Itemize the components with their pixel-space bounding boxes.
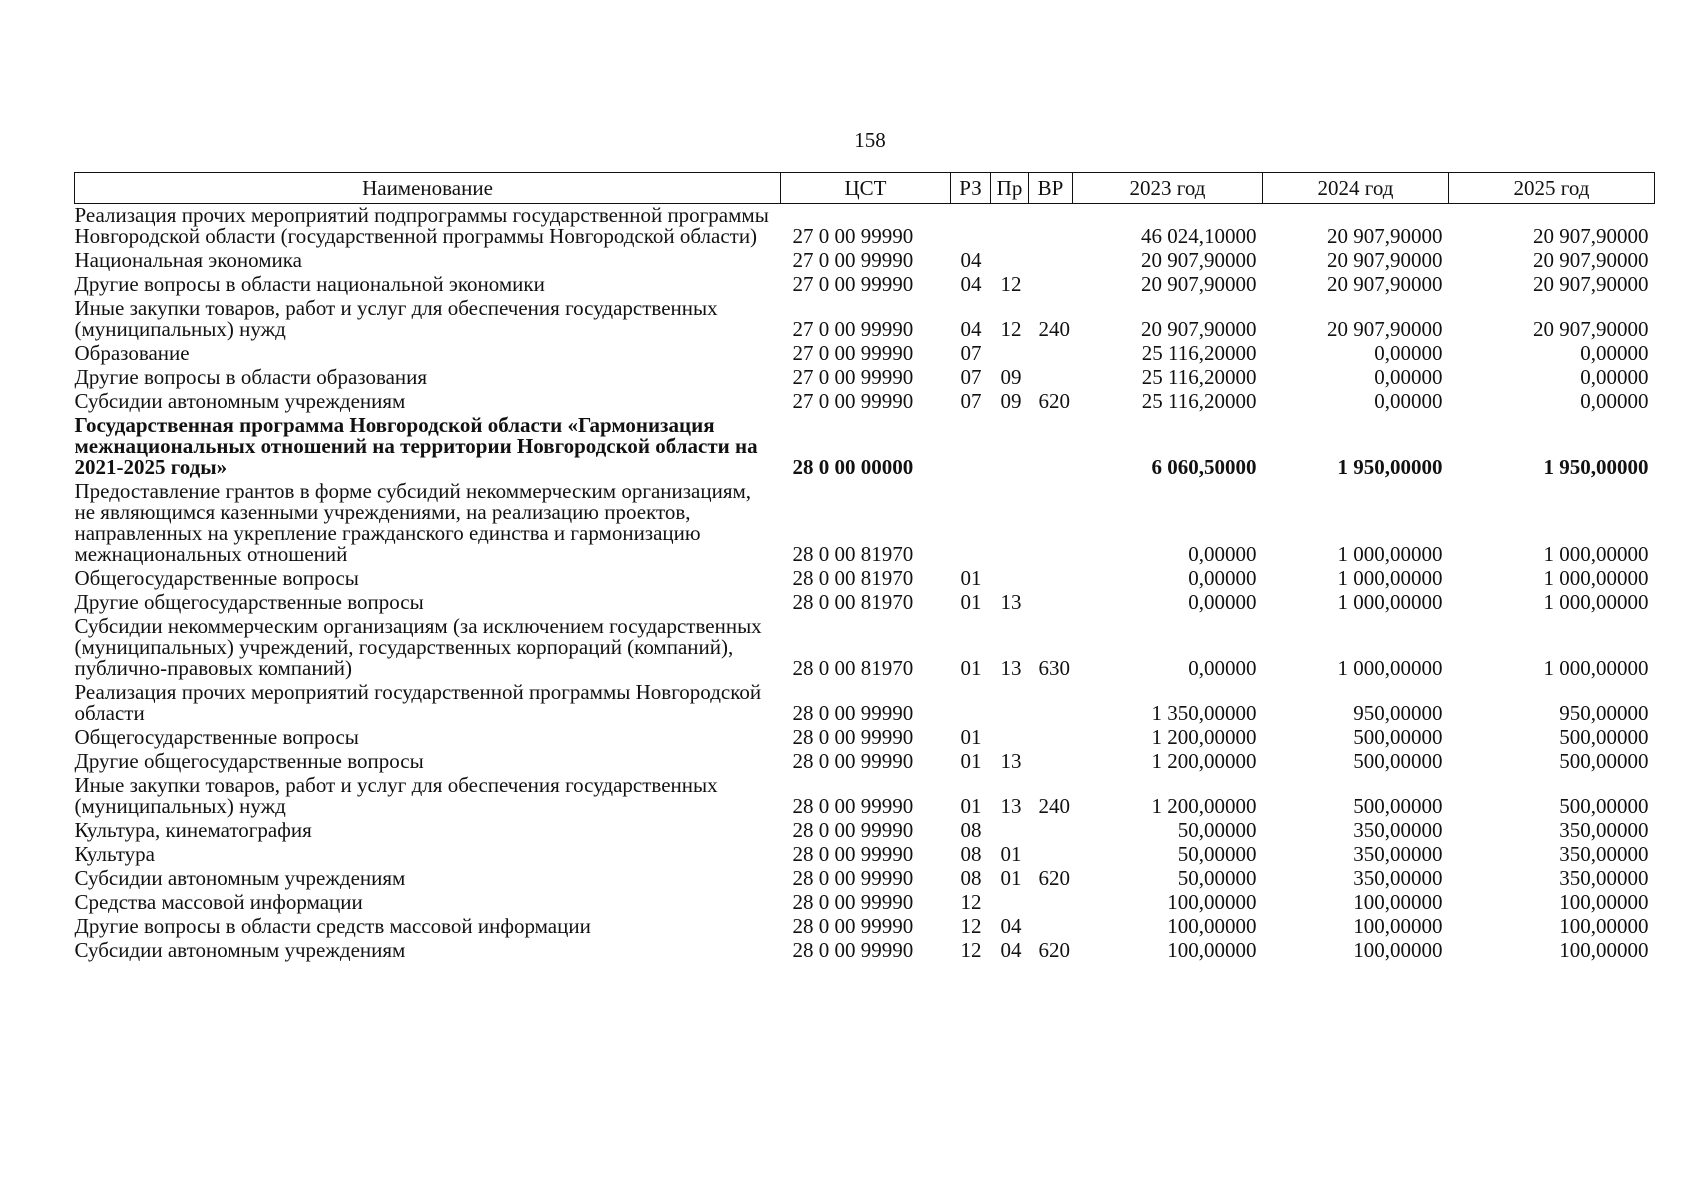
cell-2024: 1 000,00000 bbox=[1337, 656, 1443, 680]
header-2023: 2023 год bbox=[1073, 173, 1263, 204]
cell-cst: 27 0 00 99990 bbox=[792, 389, 914, 413]
cell-vr bbox=[1029, 681, 1073, 726]
table-row bbox=[75, 414, 1655, 480]
cell-rz: 04 bbox=[960, 248, 982, 272]
cell-pr bbox=[991, 414, 1029, 480]
table-body bbox=[75, 204, 1655, 964]
table-row bbox=[75, 297, 1655, 342]
cell-2025: 1 000,00000 bbox=[1543, 542, 1649, 566]
cell-name: Субсидии некоммерческим организациям (за исключением государственных (муниципальных) учреждений, государственных корпораций (компаний), публично-правовых компаний) bbox=[74, 614, 762, 680]
cell-pr: 09 bbox=[1000, 389, 1022, 413]
cell-rz: 08 bbox=[960, 866, 982, 890]
table-row bbox=[75, 273, 1655, 297]
cell-2024: 0,00000 bbox=[1374, 365, 1443, 389]
header-name: Наименование bbox=[75, 173, 781, 204]
cell-cst: 27 0 00 99990 bbox=[792, 248, 914, 272]
cell-pr bbox=[991, 249, 1029, 273]
cell-vr bbox=[1029, 414, 1073, 480]
cell-vr: 620 bbox=[1038, 389, 1070, 413]
cell-rz: 12 bbox=[960, 938, 982, 962]
cell-name: Культура bbox=[74, 842, 155, 866]
cell-2025: 1 000,00000 bbox=[1543, 656, 1649, 680]
cell-pr bbox=[991, 726, 1029, 750]
table-row bbox=[75, 390, 1655, 414]
cell-rz: 01 bbox=[960, 794, 982, 818]
cell-pr: 13 bbox=[1000, 656, 1022, 680]
cell-cst: 28 0 00 99990 bbox=[792, 725, 914, 749]
cell-2025: 20 907,90000 bbox=[1533, 272, 1649, 296]
cell-vr bbox=[1029, 750, 1073, 774]
cell-rz: 01 bbox=[960, 725, 982, 749]
table-row bbox=[75, 750, 1655, 774]
cell-2024: 100,00000 bbox=[1353, 890, 1443, 914]
cell-2023: 50,00000 bbox=[1177, 818, 1257, 842]
cell-vr: 620 bbox=[1038, 938, 1070, 962]
table-row bbox=[75, 867, 1655, 891]
cell-name: Субсидии автономным учреждениям bbox=[74, 866, 406, 890]
cell-pr: 04 bbox=[1000, 914, 1022, 938]
cell-2024: 350,00000 bbox=[1353, 866, 1443, 890]
cell-cst: 28 0 00 81970 bbox=[792, 542, 914, 566]
cell-2024: 1 000,00000 bbox=[1337, 590, 1443, 614]
header-rz: РЗ bbox=[951, 173, 991, 204]
table-header bbox=[75, 173, 1655, 204]
cell-name: Реализация прочих мероприятий государственной программы Новгородской области bbox=[74, 680, 762, 725]
header-2025: 2025 год bbox=[1449, 173, 1655, 204]
cell-cst: 28 0 00 99990 bbox=[792, 938, 914, 962]
cell-2024: 20 907,90000 bbox=[1327, 248, 1443, 272]
cell-name: Реализация прочих мероприятий подпрограммы государственной программы Новгородской области (государственной программы Новгородской области) bbox=[74, 203, 769, 248]
table-row bbox=[75, 591, 1655, 615]
cell-name: Государственная программа Новгородской области «Гармонизация межнациональных отношений на территории Новгородской области на 2021-2025 годы» bbox=[74, 413, 758, 479]
cell-name: Общегосударственные вопросы bbox=[74, 725, 359, 749]
cell-2025: 350,00000 bbox=[1559, 866, 1649, 890]
cell-pr bbox=[991, 891, 1029, 915]
cell-2025: 950,00000 bbox=[1559, 701, 1649, 725]
table-row bbox=[75, 939, 1655, 963]
cell-pr bbox=[991, 342, 1029, 366]
cell-2023: 25 116,20000 bbox=[1141, 341, 1257, 365]
cell-name: Предоставление грантов в форме субсидий некоммерческим организациям, не являющимся казенными учреждениями, на реализацию проектов, направленных на укрепление гражданского единства и гармонизацию межнациональных отношений bbox=[74, 479, 752, 566]
cell-2025: 100,00000 bbox=[1559, 914, 1649, 938]
cell-cst: 28 0 00 81970 bbox=[792, 566, 914, 590]
cell-2024: 20 907,90000 bbox=[1327, 272, 1443, 296]
cell-name: Иные закупки товаров, работ и услуг для обеспечения государственных (муниципальных) нужд bbox=[74, 773, 718, 818]
cell-name: Другие общегосударственные вопросы bbox=[74, 749, 424, 773]
cell-2023: 50,00000 bbox=[1177, 866, 1257, 890]
cell-cst: 28 0 00 81970 bbox=[792, 656, 914, 680]
cell-2023: 25 116,20000 bbox=[1141, 389, 1257, 413]
cell-name: Национальная экономика bbox=[74, 248, 302, 272]
cell-2024: 500,00000 bbox=[1353, 794, 1443, 818]
cell-2025: 500,00000 bbox=[1559, 749, 1649, 773]
cell-name: Общегосударственные вопросы bbox=[74, 566, 359, 590]
cell-rz: 04 bbox=[960, 272, 982, 296]
header-pr: Пр bbox=[991, 173, 1029, 204]
cell-pr bbox=[991, 819, 1029, 843]
cell-2023: 100,00000 bbox=[1167, 890, 1257, 914]
cell-2023: 20 907,90000 bbox=[1141, 248, 1257, 272]
cell-vr: 240 bbox=[1038, 317, 1070, 341]
cell-2024: 350,00000 bbox=[1353, 818, 1443, 842]
cell-2025: 100,00000 bbox=[1559, 890, 1649, 914]
cell-cst: 28 0 00 99990 bbox=[792, 794, 914, 818]
cell-vr: 630 bbox=[1038, 656, 1070, 680]
cell-2024: 950,00000 bbox=[1353, 701, 1443, 725]
cell-2023: 20 907,90000 bbox=[1141, 317, 1257, 341]
cell-rz: 01 bbox=[960, 749, 982, 773]
cell-pr: 04 bbox=[1000, 938, 1022, 962]
cell-2025: 0,00000 bbox=[1580, 341, 1649, 365]
table-row bbox=[75, 726, 1655, 750]
table-row bbox=[75, 891, 1655, 915]
cell-pr: 12 bbox=[1000, 317, 1022, 341]
cell-2023: 6 060,50000 bbox=[1151, 455, 1257, 479]
cell-vr bbox=[1029, 891, 1073, 915]
cell-rz: 12 bbox=[960, 890, 982, 914]
cell-2023: 100,00000 bbox=[1167, 914, 1257, 938]
cell-name: Другие вопросы в области средств массовой информации bbox=[74, 914, 591, 938]
cell-2024: 0,00000 bbox=[1374, 389, 1443, 413]
cell-2025: 0,00000 bbox=[1580, 365, 1649, 389]
cell-rz: 01 bbox=[960, 590, 982, 614]
cell-vr bbox=[1029, 249, 1073, 273]
cell-cst: 27 0 00 99990 bbox=[792, 341, 914, 365]
cell-name: Субсидии автономным учреждениям bbox=[74, 389, 406, 413]
header-vr: ВР bbox=[1029, 173, 1073, 204]
table-row bbox=[75, 915, 1655, 939]
cell-name: Культура, кинематография bbox=[74, 818, 312, 842]
cell-2023: 0,00000 bbox=[1188, 566, 1257, 590]
cell-2024: 500,00000 bbox=[1353, 749, 1443, 773]
cell-name: Другие общегосударственные вопросы bbox=[74, 590, 424, 614]
cell-cst: 28 0 00 99990 bbox=[792, 914, 914, 938]
cell-vr bbox=[1029, 726, 1073, 750]
cell-rz: 07 bbox=[960, 341, 982, 365]
cell-cst: 28 0 00 81970 bbox=[792, 590, 914, 614]
cell-2023: 50,00000 bbox=[1177, 842, 1257, 866]
table-row bbox=[75, 342, 1655, 366]
cell-vr: 240 bbox=[1038, 794, 1070, 818]
cell-cst: 28 0 00 99990 bbox=[792, 818, 914, 842]
cell-cst: 28 0 00 99990 bbox=[792, 749, 914, 773]
table-row bbox=[75, 774, 1655, 819]
cell-cst: 28 0 00 99990 bbox=[792, 701, 914, 725]
cell-pr: 09 bbox=[1000, 365, 1022, 389]
cell-rz: 07 bbox=[960, 389, 982, 413]
header-cst: ЦСТ bbox=[781, 173, 951, 204]
cell-cst: 28 0 00 99990 bbox=[792, 866, 914, 890]
cell-2023: 0,00000 bbox=[1188, 590, 1257, 614]
cell-2023: 1 350,00000 bbox=[1151, 701, 1257, 725]
cell-2025: 1 000,00000 bbox=[1543, 590, 1649, 614]
table-row bbox=[75, 819, 1655, 843]
cell-2024: 500,00000 bbox=[1353, 725, 1443, 749]
header-row bbox=[75, 173, 1655, 204]
cell-name: Средства массовой информации bbox=[74, 890, 363, 914]
cell-2025: 500,00000 bbox=[1559, 794, 1649, 818]
cell-vr bbox=[1029, 342, 1073, 366]
table-row bbox=[75, 204, 1655, 250]
cell-rz bbox=[951, 204, 991, 250]
cell-pr: 01 bbox=[1000, 866, 1022, 890]
cell-cst: 28 0 00 99990 bbox=[792, 890, 914, 914]
cell-2023: 0,00000 bbox=[1188, 656, 1257, 680]
cell-2025: 20 907,90000 bbox=[1533, 224, 1649, 248]
cell-name: Другие вопросы в области национальной экономики bbox=[74, 272, 545, 296]
cell-2025: 1 000,00000 bbox=[1543, 566, 1649, 590]
cell-2023: 0,00000 bbox=[1188, 542, 1257, 566]
cell-2025: 500,00000 bbox=[1559, 725, 1649, 749]
cell-cst: 28 0 00 99990 bbox=[792, 842, 914, 866]
header-2024: 2024 год bbox=[1263, 173, 1449, 204]
cell-2024: 100,00000 bbox=[1353, 938, 1443, 962]
cell-2025: 20 907,90000 bbox=[1533, 317, 1649, 341]
cell-pr bbox=[991, 480, 1029, 567]
cell-vr bbox=[1029, 843, 1073, 867]
cell-2025: 20 907,90000 bbox=[1533, 248, 1649, 272]
budget-table bbox=[74, 172, 1655, 963]
table-row bbox=[75, 843, 1655, 867]
cell-2023: 46 024,10000 bbox=[1141, 224, 1257, 248]
cell-cst: 27 0 00 99990 bbox=[792, 224, 914, 248]
cell-pr bbox=[991, 681, 1029, 726]
cell-vr bbox=[1029, 366, 1073, 390]
cell-rz: 04 bbox=[960, 317, 982, 341]
cell-pr: 13 bbox=[1000, 749, 1022, 773]
cell-cst: 27 0 00 99990 bbox=[792, 272, 914, 296]
cell-2023: 1 200,00000 bbox=[1151, 794, 1257, 818]
cell-rz: 08 bbox=[960, 842, 982, 866]
cell-vr bbox=[1029, 204, 1073, 250]
cell-cst: 28 0 00 00000 bbox=[792, 455, 914, 479]
cell-vr bbox=[1029, 915, 1073, 939]
table-row bbox=[75, 249, 1655, 273]
cell-2024: 1 000,00000 bbox=[1337, 566, 1443, 590]
cell-2023: 20 907,90000 bbox=[1141, 272, 1257, 296]
table-row bbox=[75, 567, 1655, 591]
cell-rz: 01 bbox=[960, 566, 982, 590]
cell-2025: 350,00000 bbox=[1559, 842, 1649, 866]
cell-vr: 620 bbox=[1038, 866, 1070, 890]
cell-rz: 08 bbox=[960, 818, 982, 842]
cell-2024: 1 950,00000 bbox=[1337, 455, 1443, 479]
cell-2023: 1 200,00000 bbox=[1151, 749, 1257, 773]
table-row bbox=[75, 615, 1655, 681]
cell-name: Субсидии автономным учреждениям bbox=[74, 938, 406, 962]
cell-2023: 100,00000 bbox=[1167, 938, 1257, 962]
cell-2025: 0,00000 bbox=[1580, 389, 1649, 413]
cell-2024: 100,00000 bbox=[1353, 914, 1443, 938]
cell-rz bbox=[951, 480, 991, 567]
page-number: 158 bbox=[854, 128, 886, 152]
cell-rz: 12 bbox=[960, 914, 982, 938]
cell-2024: 0,00000 bbox=[1374, 341, 1443, 365]
cell-vr bbox=[1029, 480, 1073, 567]
cell-2024: 1 000,00000 bbox=[1337, 542, 1443, 566]
cell-pr bbox=[991, 567, 1029, 591]
cell-rz bbox=[951, 681, 991, 726]
cell-2025: 1 950,00000 bbox=[1543, 455, 1649, 479]
cell-name: Другие вопросы в области образования bbox=[74, 365, 428, 389]
cell-pr: 01 bbox=[1000, 842, 1022, 866]
cell-vr bbox=[1029, 273, 1073, 297]
cell-cst: 27 0 00 99990 bbox=[792, 317, 914, 341]
cell-pr: 13 bbox=[1000, 590, 1022, 614]
table-row bbox=[75, 480, 1655, 567]
cell-vr bbox=[1029, 567, 1073, 591]
cell-vr bbox=[1029, 819, 1073, 843]
cell-cst: 27 0 00 99990 bbox=[792, 365, 914, 389]
cell-2024: 20 907,90000 bbox=[1327, 224, 1443, 248]
table-row bbox=[75, 681, 1655, 726]
cell-2023: 25 116,20000 bbox=[1141, 365, 1257, 389]
cell-pr: 12 bbox=[1000, 272, 1022, 296]
cell-name: Образование bbox=[74, 341, 190, 365]
cell-vr bbox=[1029, 591, 1073, 615]
cell-2025: 350,00000 bbox=[1559, 818, 1649, 842]
cell-name: Иные закупки товаров, работ и услуг для обеспечения государственных (муниципальных) нужд bbox=[74, 296, 718, 341]
cell-2024: 20 907,90000 bbox=[1327, 317, 1443, 341]
cell-pr: 13 bbox=[1000, 794, 1022, 818]
table-row bbox=[75, 366, 1655, 390]
cell-2025: 100,00000 bbox=[1559, 938, 1649, 962]
cell-2023: 1 200,00000 bbox=[1151, 725, 1257, 749]
cell-rz: 07 bbox=[960, 365, 982, 389]
cell-pr bbox=[991, 204, 1029, 250]
cell-rz bbox=[951, 414, 991, 480]
cell-rz: 01 bbox=[960, 656, 982, 680]
cell-2024: 350,00000 bbox=[1353, 842, 1443, 866]
